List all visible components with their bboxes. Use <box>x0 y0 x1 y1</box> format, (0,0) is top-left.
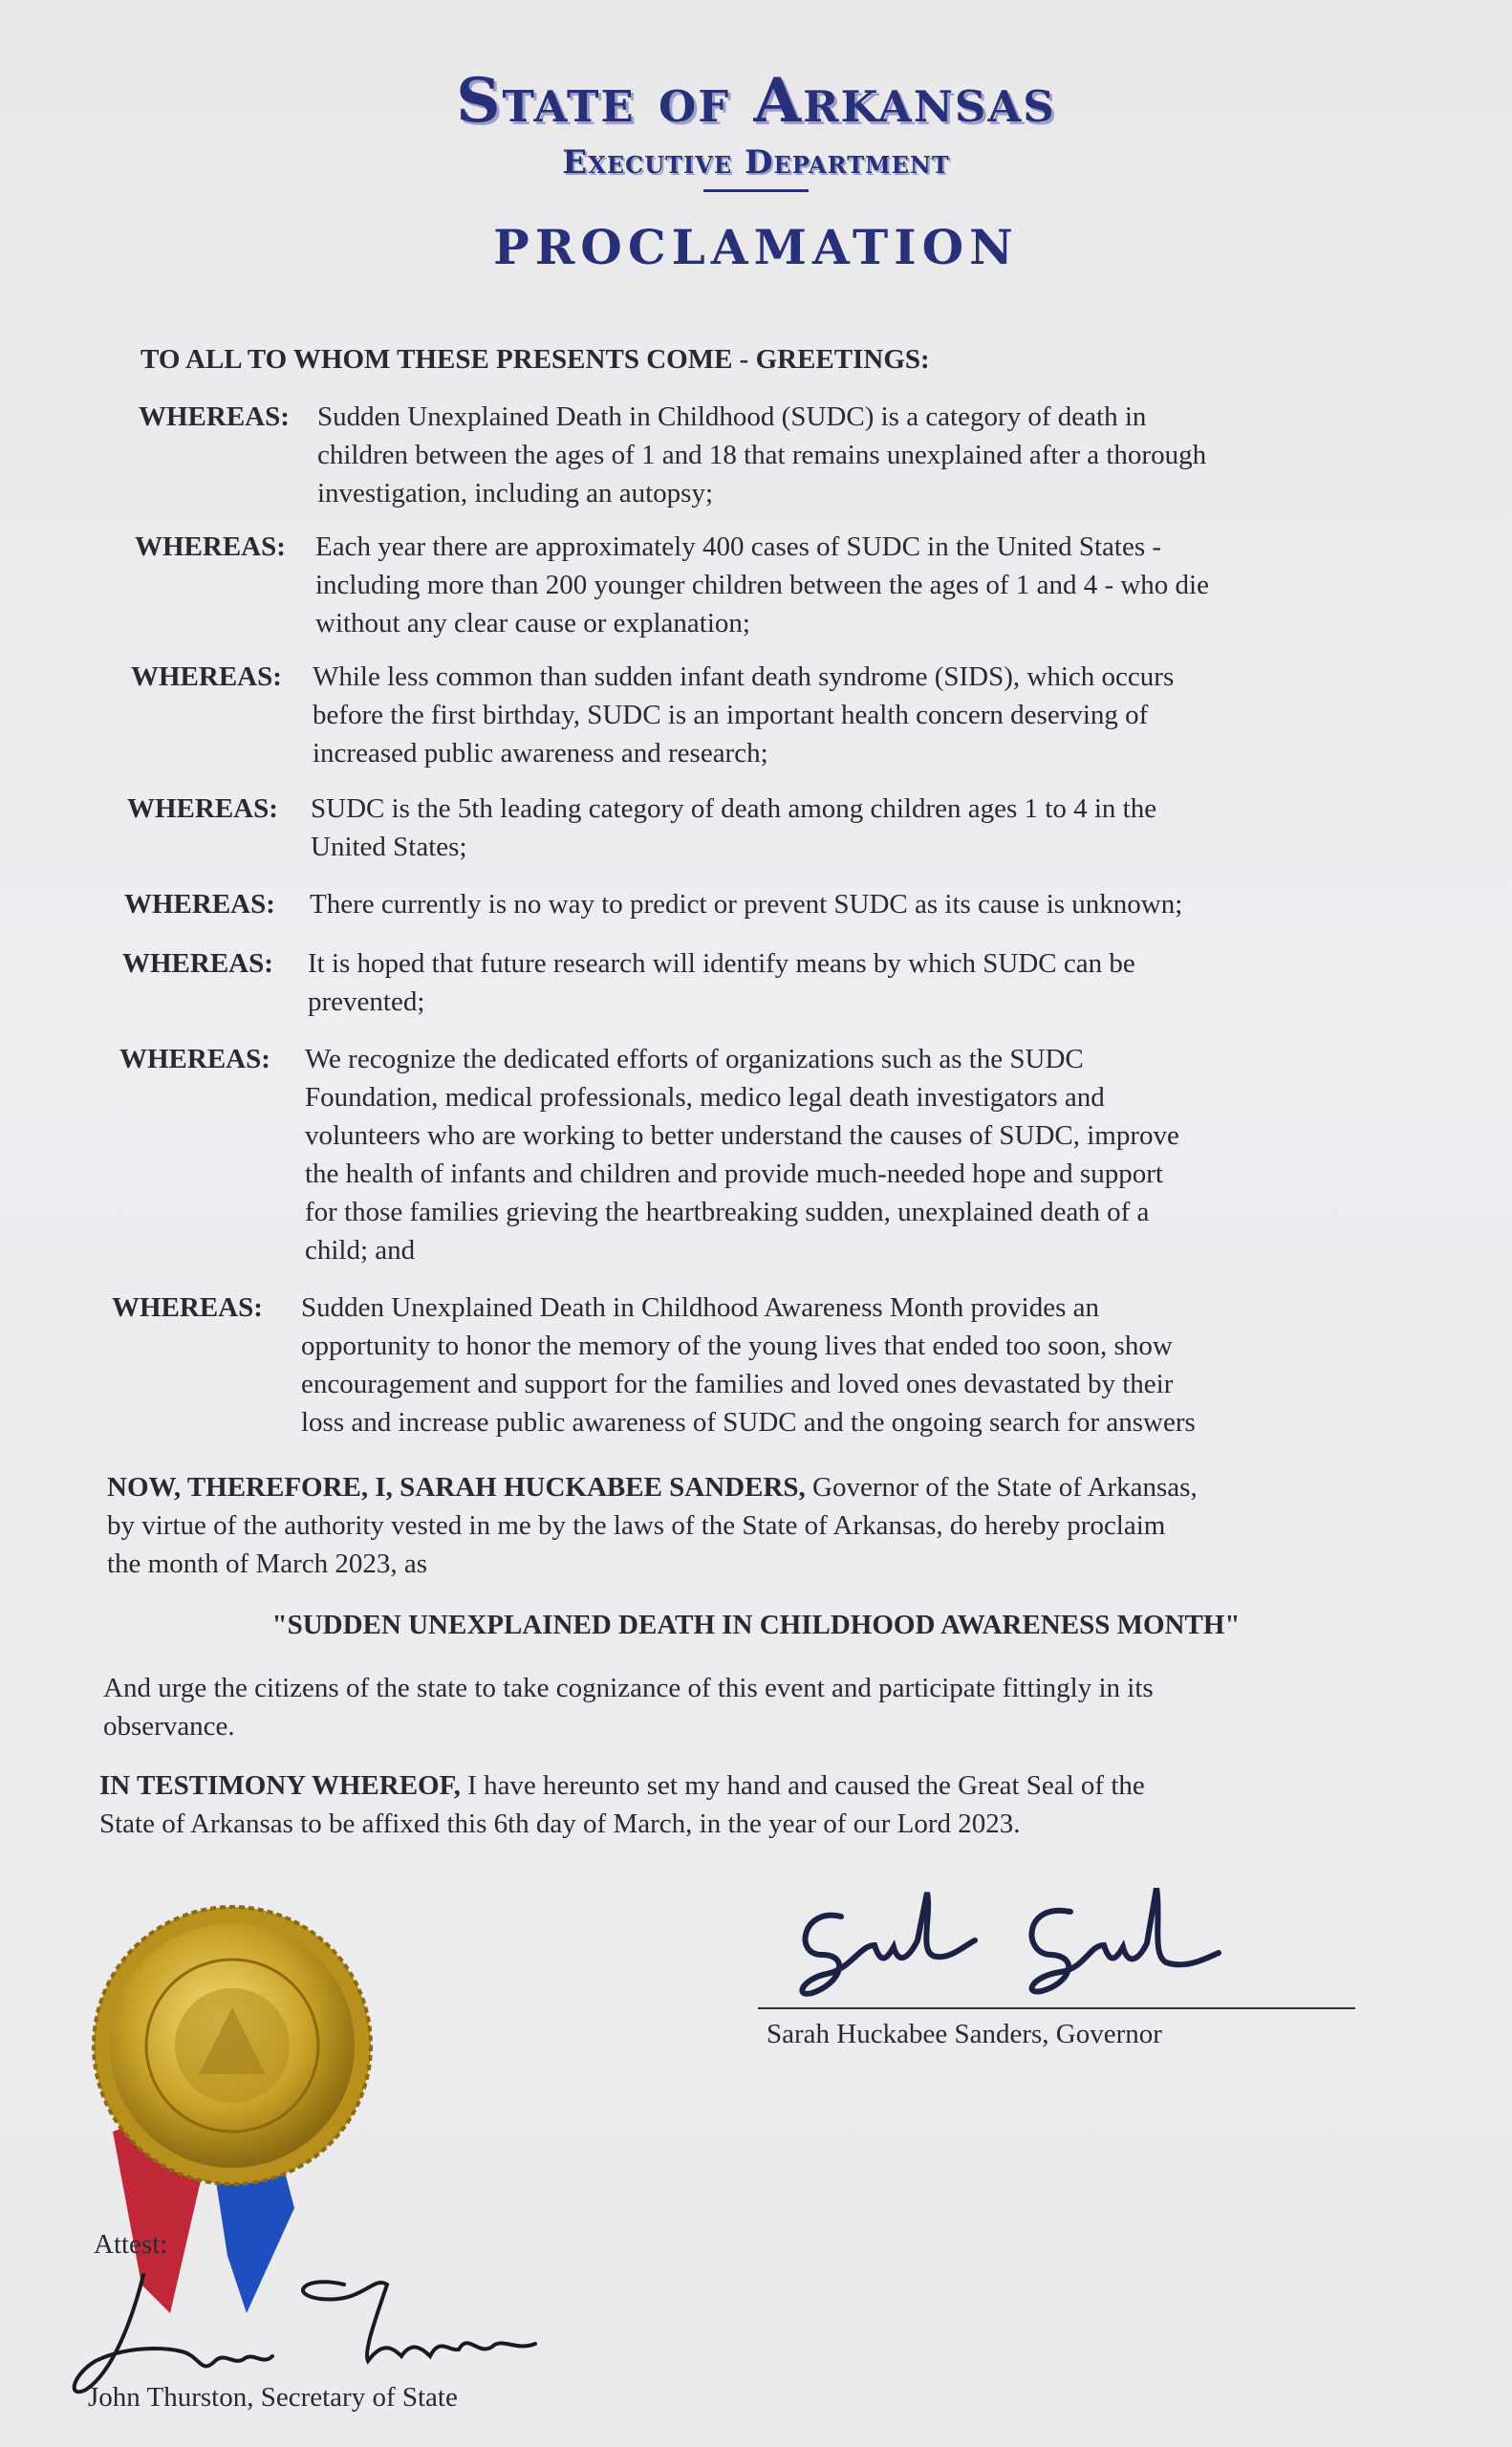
whereas-text <box>310 885 1351 923</box>
whereas-text <box>315 528 1357 642</box>
state-title: State of Arkansas <box>456 65 1056 137</box>
document-header <box>0 67 1512 276</box>
text-line: before the first birthday, SUDC is an important health concern deserving of <box>313 700 1149 730</box>
testimony-lead: IN TESTIMONY WHEREOF, <box>99 1770 461 1801</box>
whereas-label: WHEREAS: <box>122 948 273 979</box>
text-line: And urge the citizens of the state to take cognizance of this event and participate fittingly in its <box>103 1673 1154 1703</box>
attest-label: Attest: <box>94 2229 168 2260</box>
text-line: without any clear cause or explanation; <box>315 608 750 639</box>
text-line: There currently is no way to predict or prevent SUDC as its cause is unknown; <box>310 889 1183 920</box>
text-line: child; and <box>305 1235 416 1266</box>
whereas-text <box>301 1288 1362 1441</box>
text-line: Governor of the State of Arkansas, <box>805 1472 1198 1503</box>
testimony-paragraph <box>99 1766 1361 1843</box>
whereas-text <box>317 398 1359 512</box>
secretary-name: John Thurston, Secretary of State <box>88 2382 458 2413</box>
document-type-title: PROCLAMATION <box>493 219 1019 275</box>
whereas-label: WHEREAS: <box>124 889 275 920</box>
whereas-label: WHEREAS: <box>112 1292 263 1323</box>
text-line: Each year there are approximately 400 cases of SUDC in the United States - <box>315 531 1162 562</box>
text-line: investigation, including an autopsy; <box>317 478 714 509</box>
text-line: encouragement and support for the families and loved ones devastated by their <box>301 1369 1174 1399</box>
whereas-label: WHEREAS: <box>119 1044 270 1074</box>
text-line: the health of infants and children and provide much-needed hope and support <box>305 1159 1163 1189</box>
greeting-line: TO ALL TO WHOM THESE PRESENTS COME - GREETINGS: <box>140 344 930 375</box>
text-line: children between the ages of 1 and 18 that remains unexplained after a thorough <box>317 440 1207 470</box>
text-line: increased public awareness and research; <box>313 738 768 769</box>
text-line: the month of March 2023, as <box>107 1548 428 1579</box>
whereas-text <box>308 944 1350 1021</box>
text-line: SUDC is the 5th leading category of death among children ages 1 to 4 in the <box>311 793 1157 824</box>
text-line: opportunity to honor the memory of the young lives that ended too soon, show <box>301 1331 1173 1361</box>
header-divider <box>703 189 809 192</box>
text-line: It is hoped that future research will identify means by which SUDC can be <box>308 948 1135 979</box>
text-line: Sudden Unexplained Death in Childhood Awareness Month provides an <box>301 1292 1099 1323</box>
department-title: Executive Department <box>562 143 950 182</box>
whereas-text <box>305 1040 1347 1269</box>
text-line: for those families grieving the heartbreaking sudden, unexplained death of a <box>305 1197 1150 1227</box>
text-line: volunteers who are working to better understand the causes of SUDC, improve <box>305 1120 1179 1151</box>
whereas-label: WHEREAS: <box>127 793 278 824</box>
urge-paragraph <box>103 1669 1365 1745</box>
text-line: Sudden Unexplained Death in Childhood (SUDC) is a category of death in <box>317 401 1147 432</box>
text-line: We recognize the dedicated efforts of organizations such as the SUDC <box>305 1044 1084 1074</box>
text-line: loss and increase public awareness of SUDC and the ongoing search for answers <box>301 1407 1196 1438</box>
text-line: I have hereunto set my hand and caused the Great Seal of the <box>460 1770 1145 1801</box>
governor-signature <box>784 1888 1233 2003</box>
text-line: by virtue of the authority vested in me by the laws of the State of Arkansas, do hereby proclaim <box>107 1510 1166 1541</box>
awareness-month-title: "SUDDEN UNEXPLAINED DEATH IN CHILDHOOD AWARENESS MONTH" <box>271 1610 1241 1640</box>
text-line: including more than 200 younger children between the ages of 1 and 4 - who die <box>315 570 1209 600</box>
governor-signature-line <box>758 2007 1355 2009</box>
now-therefore-paragraph <box>107 1468 1369 1583</box>
text-line: While less common than sudden infant death syndrome (SIDS), which occurs <box>313 661 1175 692</box>
now-therefore-lead: NOW, THEREFORE, I, SARAH HUCKABEE SANDERS, <box>107 1472 806 1503</box>
whereas-text <box>313 658 1354 772</box>
whereas-label: WHEREAS: <box>139 401 290 432</box>
text-line: observance. <box>103 1711 235 1742</box>
text-line: State of Arkansas to be affixed this 6th day of March, in the year of our Lord 2023. <box>99 1808 1021 1839</box>
text-line: prevented; <box>308 986 425 1017</box>
text-line: United States; <box>311 832 467 862</box>
text-line: Foundation, medical professionals, medico legal death investigators and <box>305 1082 1105 1113</box>
governor-name: Sarah Huckabee Sanders, Governor <box>767 2019 1162 2049</box>
whereas-text <box>311 790 1352 866</box>
whereas-label: WHEREAS: <box>131 661 282 692</box>
whereas-label: WHEREAS: <box>135 531 286 562</box>
